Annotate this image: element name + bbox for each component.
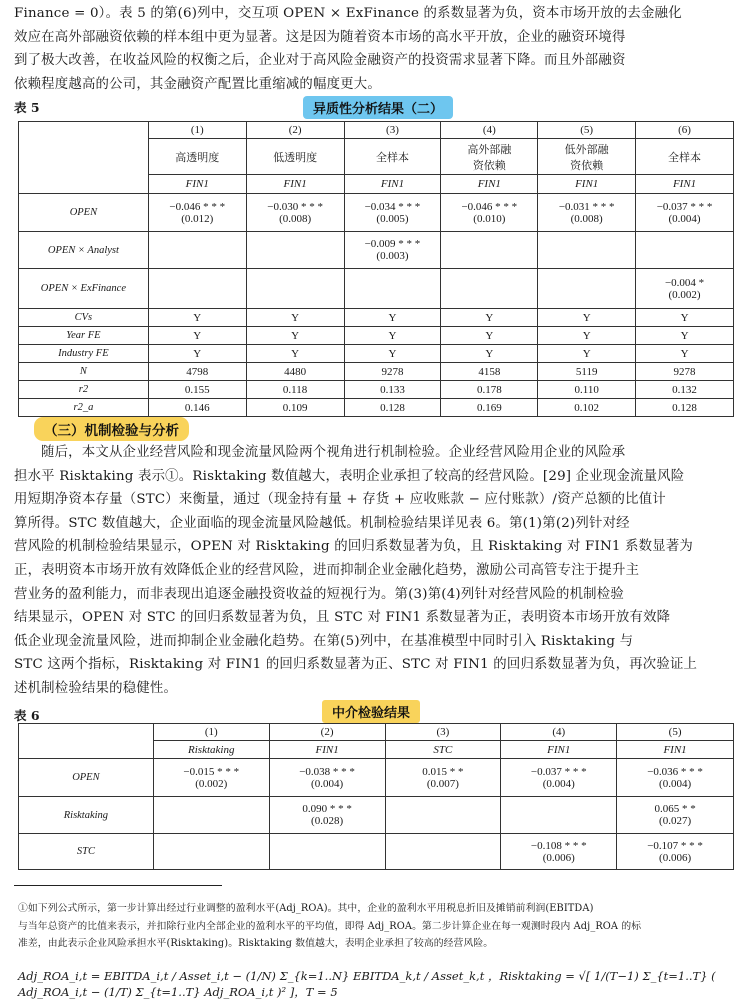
table6-coef: −0.108 * * * <box>530 839 587 852</box>
table5-cell <box>441 232 538 269</box>
table5-se: (0.004) <box>668 212 701 225</box>
table5-col-group-line: 高透明度 <box>175 151 220 164</box>
table5-cell <box>538 269 636 309</box>
table5-dep-var: FIN1 <box>538 175 636 194</box>
mech-line: 正，表明资本市场开放有效降低企业的经营风险，进而抑制企业金融化趋势，激励公司高管专注于提升主 <box>14 562 640 578</box>
table5-title: 异质性分析结果（二） <box>303 96 453 119</box>
table5-cell: 9278 <box>344 363 441 381</box>
table5-cell: Y <box>148 327 246 345</box>
table5-coef: −0.037 * * * <box>656 200 713 213</box>
table5-se: (0.005) <box>376 212 409 225</box>
mechanism-paragraph <box>14 441 736 701</box>
table6-cell <box>153 834 269 870</box>
table5-col-group-line: 低外部融 <box>564 143 609 156</box>
table6-coef: −0.107 * * * <box>647 839 703 852</box>
table5-row-label: Year FE <box>19 327 149 345</box>
table5-cell: 0.118 <box>246 381 344 399</box>
table5-cell: 0.132 <box>636 381 734 399</box>
table6-dep-var: FIN1 <box>501 741 617 759</box>
table5-cell <box>344 269 441 309</box>
table5-coef: −0.046 * * * <box>461 200 518 213</box>
table5-cell: Y <box>538 345 636 363</box>
mech-line: 述机制检验结果的稳健性。 <box>14 680 178 696</box>
mech-line: 算所得。STC 数值越大，企业面临的现金流量风险越低。机制检验结果详见表 6。第(1)第(2)列针对经 <box>14 515 630 531</box>
table5-dep-var: FIN1 <box>441 175 538 194</box>
mech-line: 营风险的机制检验结果显示，OPEN 对 Risktaking 的回归系数显著为负，且 Risktaking 对 FIN1 系数显著为 <box>14 539 694 555</box>
table5-col-group <box>441 139 538 175</box>
table5-cell <box>344 232 441 269</box>
table6-cell <box>269 834 385 870</box>
table6-coef: 0.015 * * <box>422 765 464 778</box>
table5-cell: Y <box>441 327 538 345</box>
table5-corner <box>19 139 149 175</box>
table6-se: (0.004) <box>311 777 344 790</box>
table5-col-group-line: 资依赖 <box>570 159 604 172</box>
table5-cell: Y <box>148 345 246 363</box>
table6-coef: 0.090 * * * <box>302 803 352 815</box>
table6-se: (0.007) <box>426 777 459 790</box>
table5-se: (0.010) <box>473 212 506 225</box>
table5-cell <box>441 194 538 232</box>
mech-line: 营业务的盈利能力，而非表现出追逐金融投资收益的短视行为。第(3)第(4)列针对经营风险的机制检验 <box>14 586 624 602</box>
risktaking-formula: Adj_ROA_i,t = EBITDA_i,t / Asset_i,t − (1/N) Σ_{k=1..N} EBITDA_k,t / Asset_k,t ，Risktaking = √[ 1/(T−1) Σ_{t=1..T} ( Adj_ROA_i,t − (1/T) Σ_{t=1..T} Adj_ROA_i,t )² ]，T = 5 <box>18 969 716 999</box>
table5-col-group <box>344 139 441 175</box>
footnote-line: ①如下列公式所示，第一步计算出经过行业调整的盈利水平(Adj_ROA)。其中，企业的盈利水平用税息折旧及摊销前利润(EBITDA) <box>18 903 594 914</box>
table5-row-label: Industry FE <box>19 345 149 363</box>
table5-cell <box>148 232 246 269</box>
table5-col-group-line: 高外部融 <box>467 143 512 156</box>
table5-col-number: (6) <box>636 122 734 139</box>
table6-row-label: Risktaking <box>19 797 154 834</box>
table6-cell <box>501 834 617 870</box>
intro-line: 到了极大改善，在收益风险的权衡之后，企业对于高风险金融资产的投资需求显著下降。而且外部融资 <box>14 53 626 69</box>
table5-cell: 9278 <box>636 363 734 381</box>
footnote-line: 与当年总资产的比值来表示，并扣除行业内全部企业的盈利水平的平均值，即得 Adj_ROA。第二步计算企业在每一观测时段内 Adj_ROA 的标 <box>18 920 642 932</box>
table6-cell <box>617 797 734 834</box>
table5-cell: 0.109 <box>246 399 344 417</box>
table6-corner <box>19 724 154 741</box>
table5-dep-var: FIN1 <box>344 175 441 194</box>
table6-coef: −0.036 * * * <box>647 765 703 778</box>
table5-cell: 0.102 <box>538 399 636 417</box>
table5-cell <box>246 232 344 269</box>
table5-cell: Y <box>246 327 344 345</box>
table5-cell: Y <box>636 327 734 345</box>
table6-cell <box>385 834 501 870</box>
table6-dep-var: FIN1 <box>269 741 385 759</box>
table5-cell <box>441 269 538 309</box>
table5-cell: 0.128 <box>636 399 734 417</box>
table5-cell <box>148 269 246 309</box>
table5-col-group-line: 全样本 <box>668 151 702 164</box>
table5-dep-var: FIN1 <box>246 175 344 194</box>
table5-coef: −0.030 * * * <box>267 200 323 213</box>
table5-row-label: r2 <box>19 381 149 399</box>
table5-cell: Y <box>344 345 441 363</box>
table5-row-label: r2_a <box>19 399 149 417</box>
table5 <box>18 121 734 417</box>
table5-col-number: (1) <box>148 122 246 139</box>
table5-cell <box>148 194 246 232</box>
intro-line: 效应在高外部融资依赖的样本组中更为显著。这是因为随着资本市场的高水平开放，企业的融资环境得 <box>14 29 626 45</box>
table5-corner <box>19 122 149 139</box>
mech-line: 用短期净资本存量（STC）来衡量，通过（现金持有量 + 存货 + 应收账款 − 应付账款）/资产总额的比值计 <box>14 492 666 508</box>
table5-cell: 5119 <box>538 363 636 381</box>
mech-line: STC 这两个指标，Risktaking 对 FIN1 的回归系数显著为正、STC 对 FIN1 的回归系数显著为负，再次验证上 <box>14 657 698 673</box>
mech-line: 担水平 Risktaking 表示①。Risktaking 数值越大，表明企业承担了较高的经营风险。[29] 企业现金流量风险 <box>14 468 685 484</box>
table5-col-number: (3) <box>344 122 441 139</box>
table5-dep-var: FIN1 <box>636 175 734 194</box>
table5-cell <box>636 232 734 269</box>
mech-line: 结果显示，OPEN 对 STC 的回归系数显著为负，且 STC 对 FIN1 系数显著为正，表明资本市场开放有效降 <box>14 610 671 626</box>
table6-cell <box>153 759 269 797</box>
table6-cell <box>269 797 385 834</box>
table6-dep-var: FIN1 <box>617 741 734 759</box>
table5-col-group <box>148 139 246 175</box>
table6-dep-var: STC <box>385 741 501 759</box>
table5-coef: −0.046 * * * <box>169 200 226 213</box>
table5-cell <box>636 194 734 232</box>
table6-coef: −0.015 * * * <box>183 765 240 778</box>
table6-col-number: (3) <box>385 724 501 741</box>
table5-cell: 0.169 <box>441 399 538 417</box>
table5-cell: Y <box>344 327 441 345</box>
table5-col-group-line: 低透明度 <box>273 151 318 164</box>
table5-cell: 0.178 <box>441 381 538 399</box>
table5-corner <box>19 175 149 194</box>
table6-cell <box>385 797 501 834</box>
table6-dep-var: Risktaking <box>153 741 269 759</box>
table6-se: (0.006) <box>542 851 575 864</box>
table6-coef: −0.037 * * * <box>530 765 587 778</box>
table6-corner <box>19 741 154 759</box>
table6-col-number: (2) <box>269 724 385 741</box>
table5-cell: Y <box>636 309 734 327</box>
table5-cell: 0.110 <box>538 381 636 399</box>
table5-cell <box>246 269 344 309</box>
section-heading: （三）机制检验与分析 <box>34 417 189 441</box>
table6-cell <box>501 759 617 797</box>
table5-cell: 4798 <box>148 363 246 381</box>
table6-cell <box>153 797 269 834</box>
table5-cell <box>246 194 344 232</box>
table5-cell: 0.128 <box>344 399 441 417</box>
table6-label: 表 6 <box>14 708 40 723</box>
table6-col-number: (4) <box>501 724 617 741</box>
mech-line: 低企业现金流量风险，进而抑制企业金融化趋势。在第(5)列中，在基准模型中同时引入 Risktaking 与 <box>14 633 634 649</box>
table6-coef: −0.038 * * * <box>299 765 355 778</box>
table5-cell: Y <box>538 309 636 327</box>
table5-col-number: (2) <box>246 122 344 139</box>
intro-line: Finance = 0）。表 5 的第(6)列中，交互项 OPEN × ExFinance 的系数显著为负，资本市场开放的去金融化 <box>14 6 682 21</box>
table5-col-number: (5) <box>538 122 636 139</box>
table5-cell: 0.133 <box>344 381 441 399</box>
table5-coef: −0.004 * <box>664 276 705 289</box>
table6 <box>18 723 734 870</box>
table6-se: (0.028) <box>311 815 344 827</box>
footnote <box>18 900 734 953</box>
footnote-rule <box>14 885 222 886</box>
intro-line: 依赖程度越高的公司，其金融资产配置比重缩减的幅度更大。 <box>14 76 381 92</box>
table6-cell <box>617 834 734 870</box>
table5-se: (0.008) <box>279 212 312 225</box>
table6-se: (0.027) <box>659 815 692 827</box>
table5-cell <box>538 232 636 269</box>
table5-se: (0.003) <box>376 250 409 262</box>
table6-row-label: STC <box>19 834 154 870</box>
table5-cell: Y <box>246 345 344 363</box>
table5-col-group <box>246 139 344 175</box>
table5-se: (0.008) <box>570 212 603 225</box>
table5-row-label: N <box>19 363 149 381</box>
table6-se: (0.004) <box>542 777 575 790</box>
table5-cell: Y <box>538 327 636 345</box>
table6-cell <box>385 759 501 797</box>
table6-cell <box>501 797 617 834</box>
table6-cell <box>269 759 385 797</box>
table5-cell: 4158 <box>441 363 538 381</box>
table5-cell: 0.146 <box>148 399 246 417</box>
table5-cell <box>344 194 441 232</box>
table5-se: (0.002) <box>668 288 701 301</box>
table5-col-group-line: 全样本 <box>375 151 409 164</box>
table5-cell: Y <box>246 309 344 327</box>
table5-cell: 0.155 <box>148 381 246 399</box>
table5-col-group <box>538 139 636 175</box>
table5-col-number: (4) <box>441 122 538 139</box>
table5-row-label: OPEN × Analyst <box>19 232 149 269</box>
table5-cell <box>636 269 734 309</box>
table5-cell <box>538 194 636 232</box>
table5-cell: Y <box>636 345 734 363</box>
table5-cell: Y <box>441 309 538 327</box>
table5-coef: −0.031 * * * <box>558 200 615 213</box>
table6-title: 中介检验结果 <box>322 700 420 723</box>
table5-cell: Y <box>148 309 246 327</box>
table6-se: (0.004) <box>659 777 692 790</box>
table6-col-number: (5) <box>617 724 734 741</box>
table6-coef: 0.065 * * <box>654 803 696 815</box>
intro-paragraph <box>14 2 736 96</box>
footnote-line: 准差，由此表示企业风险承担水平(Risktaking)。Risktaking 数值越大，表明企业承担了较高的经营风险。 <box>18 938 494 949</box>
table5-label: 表 5 <box>14 100 40 115</box>
table5-row-label: OPEN <box>19 194 149 232</box>
table6-se: (0.002) <box>195 777 228 790</box>
mech-line: 随后，本文从企业经营风险和现金流量风险两个视角进行机制检验。企业经营风险用企业的风险承 <box>41 445 626 460</box>
table5-se: (0.012) <box>181 212 214 225</box>
table6-se: (0.006) <box>659 851 692 864</box>
table5-cell: Y <box>344 309 441 327</box>
table5-dep-var: FIN1 <box>148 175 246 194</box>
table5-coef: −0.034 * * * <box>364 200 421 213</box>
table5-cell: 4480 <box>246 363 344 381</box>
table5-coef: −0.009 * * * <box>364 238 421 250</box>
table6-col-number: (1) <box>153 724 269 741</box>
table6-row-label: OPEN <box>19 759 154 797</box>
table6-cell <box>617 759 734 797</box>
table5-row-label: CVs <box>19 309 149 327</box>
table5-row-label: OPEN × ExFinance <box>19 269 149 309</box>
table5-cell: Y <box>441 345 538 363</box>
table5-col-group-line: 资依赖 <box>472 159 506 172</box>
table5-col-group <box>636 139 734 175</box>
